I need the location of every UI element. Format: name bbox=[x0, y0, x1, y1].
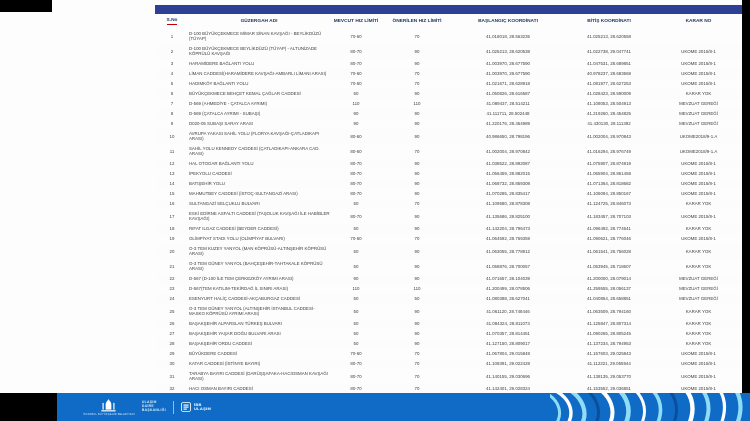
cell-proposed: 90 bbox=[414, 91, 420, 97]
cell-start: 41.080388, 28.627041 bbox=[486, 296, 530, 302]
cell-current: 90 bbox=[353, 276, 359, 282]
speed-limit-table bbox=[157, 15, 742, 394]
cell-proposed: 90 bbox=[414, 181, 420, 187]
table-row bbox=[157, 369, 742, 384]
cell-start: 41.142401, 29.028324 bbox=[486, 386, 530, 392]
cell-start: 41.067804, 29.015848 bbox=[486, 351, 530, 357]
cell-decision: UKOME 2015/8-1 bbox=[681, 351, 716, 357]
cell-end: 41.028423, 28.590009 bbox=[587, 91, 631, 97]
table-row bbox=[157, 294, 742, 304]
cell-no: 29 bbox=[169, 351, 175, 357]
cell-current: 50 bbox=[353, 91, 359, 97]
header-route-name: GÜZERGAH ADI bbox=[240, 18, 278, 24]
ibb-ulasim-logo-icon bbox=[181, 402, 191, 412]
cell-name: SAHİL YOLU KENNEDY CADDESİ (ÇATLADIKAPI-ANKARA CAD. ARASI) bbox=[189, 146, 320, 157]
cell-name: SULTANGAZİ SELÇUKLU BULVARI bbox=[189, 201, 260, 207]
cell-end: 41.153552, 29.036851 bbox=[587, 386, 631, 392]
cell-start: 41.084324, 28.811073 bbox=[486, 321, 530, 327]
cell-proposed: 90 bbox=[414, 121, 420, 127]
cell-no: 22 bbox=[169, 276, 175, 282]
cell-no: 13 bbox=[169, 171, 175, 177]
cell-current: 80-70 bbox=[350, 373, 362, 379]
cell-proposed: 70 bbox=[414, 236, 420, 242]
cell-proposed: 70 bbox=[414, 81, 420, 87]
cell-no: 9 bbox=[170, 121, 174, 127]
cell-current: 70-60 bbox=[350, 33, 362, 39]
cell-name: HAL OTOGAR BAĞLANTI YOLU bbox=[189, 161, 254, 167]
top-accent-bar bbox=[155, 5, 742, 14]
cell-decision: UKOME2018/9-1.A bbox=[679, 148, 718, 154]
cell-decision: MEVZUAT GEREĞİ bbox=[679, 121, 718, 127]
cell-start: 41.109580, 28.878308 bbox=[486, 201, 530, 207]
cell-no: 5 bbox=[170, 81, 174, 87]
cell-end: 41.430130, 28.111392 bbox=[587, 121, 631, 127]
cell-name: BAŞAKŞEHİR YAŞAR DOĞU BULVARI ARASI bbox=[189, 331, 281, 337]
department-label: ULAŞIM DAİRE BAŞKANLIĞI bbox=[141, 400, 166, 412]
cell-current: 50 bbox=[353, 201, 359, 207]
letterbox-bottom-left bbox=[0, 393, 57, 421]
table-row bbox=[157, 169, 742, 179]
cell-name: BAŞAKŞEHİR ALPARSLAN TÜRKEŞ BULVARI bbox=[189, 321, 282, 327]
cell-decision: UKOME 2015/8-1 bbox=[681, 386, 716, 392]
cell-current: 80-70 bbox=[350, 361, 362, 367]
cell-decision: KARAR YOK bbox=[685, 226, 712, 232]
cell-end: 41.081977, 28.627253 bbox=[587, 81, 631, 87]
cell-proposed: 90 bbox=[414, 133, 420, 139]
cell-start: 41.200499, 28.078506 bbox=[486, 286, 530, 292]
footer-logo-group bbox=[57, 399, 211, 416]
header-start-coordinate: BAŞLANGIÇ KOORDİNATI bbox=[478, 18, 538, 24]
cell-name: D020-05 SUBAŞI SARAY ARASI bbox=[189, 121, 254, 127]
cell-current: 50 bbox=[353, 248, 359, 254]
cell-end: 41.016294, 28.976749 bbox=[587, 148, 631, 154]
cell-end: 41.022738, 29.047741 bbox=[587, 48, 631, 54]
cell-name: HACI OSMAN BAYIRI CADDESİ bbox=[189, 386, 253, 392]
cell-no: 26 bbox=[169, 321, 175, 327]
cell-decision: KARAR YOK bbox=[685, 248, 712, 254]
cell-proposed: 70 bbox=[414, 33, 420, 39]
cell-current: 90 bbox=[353, 121, 359, 127]
cell-proposed: 110 bbox=[413, 286, 421, 292]
cell-end: 41.112321, 29.055944 bbox=[587, 361, 631, 367]
cell-end: 41.200000, 28.079014 bbox=[587, 276, 631, 282]
cell-proposed: 90 bbox=[414, 226, 420, 232]
cell-proposed: 90 bbox=[414, 213, 420, 219]
cell-decision: UKOME 2015/8-1 bbox=[681, 191, 716, 197]
table-row bbox=[157, 339, 742, 349]
cell-proposed: 90 bbox=[414, 248, 420, 254]
cell-name: BÜYÜKÇEKMECE BEHÇET KEMAL ÇAĞLAR CADDESİ bbox=[189, 91, 301, 97]
ibb-municipality-logo-icon bbox=[101, 399, 116, 412]
cell-current: 70-60 bbox=[350, 236, 362, 242]
cell-proposed: 90 bbox=[414, 48, 420, 54]
cell-no: 3 bbox=[170, 61, 174, 67]
cell-proposed: 90 bbox=[414, 331, 420, 337]
cell-name: AVRUPA YAKASI SAHİL YOLU (FLORYA KAVŞAĞI-ÇATLADIKAPI ARASI) bbox=[189, 131, 320, 142]
table-row bbox=[157, 189, 742, 199]
cell-end: 41.090621, 28.776046 bbox=[587, 236, 631, 242]
cell-start: 41.070285, 28.835417 bbox=[486, 191, 530, 197]
cell-decision: MEVZUAT GEREĞİ bbox=[679, 296, 718, 302]
cell-name: O-3 TEM GÜNEY YANYOL (BAHÇEŞEHİR-TAHTAKALE KÖPRÜSÜ ARASI) bbox=[189, 261, 323, 272]
table-row bbox=[157, 159, 742, 169]
table-row bbox=[157, 79, 742, 89]
cell-current: 70-60 bbox=[350, 351, 362, 357]
cell-start: 41.002004, 28.970842 bbox=[486, 148, 530, 154]
cell-name: D-100 BÜYÜKÇEKMECE BEYLİKDÜZÜ (TÜYAP) - ALTUNİZADE KÖPRÜLÜ KAVŞAĞI bbox=[189, 46, 317, 57]
cell-current: 80-70 bbox=[350, 48, 362, 54]
cell-no: 31 bbox=[169, 373, 175, 379]
cell-proposed: 70 bbox=[414, 351, 420, 357]
cell-start: 41.127150, 28.809017 bbox=[486, 341, 530, 347]
cell-decision: KARAR YOK bbox=[685, 263, 712, 269]
cell-end: 41.075907, 28.874919 bbox=[587, 161, 631, 167]
cell-start: 41.056459, 28.882015 bbox=[486, 171, 530, 177]
cell-current: 90 bbox=[353, 111, 359, 117]
cell-name: RIFAT ILGAZ CADDESİ (BEYDER CADDESİ) bbox=[189, 226, 279, 232]
cell-proposed: 90 bbox=[414, 171, 420, 177]
cell-decision: UKOME 2015/8-1 bbox=[681, 236, 716, 242]
footer-bar bbox=[57, 393, 750, 421]
cell-start: 41.061120, 28.748446 bbox=[486, 308, 530, 314]
cell-start: 41.140155, 29.030696 bbox=[486, 373, 530, 379]
cell-end: 41.053945, 28.718607 bbox=[587, 263, 631, 269]
cell-proposed: 90 bbox=[414, 263, 420, 269]
cell-proposed: 50 bbox=[414, 296, 420, 302]
cell-proposed: 110 bbox=[413, 101, 421, 107]
ibb-ulasim-brand bbox=[181, 402, 211, 412]
cell-name: MAHMUTBEY CADDESİ (İSTOÇ-SULTANGAZİ ARASI) bbox=[189, 191, 298, 197]
cell-name: ESKİ EDİRNE ASFALTI CADDESİ (TAŞOLUK KAVŞAĞI İLE HABİBLER KAVŞAĞI) bbox=[189, 211, 330, 222]
cell-start: 41.003970, 28.677590 bbox=[486, 61, 530, 67]
table-row bbox=[157, 69, 742, 79]
table-row bbox=[157, 89, 742, 99]
cell-current: 80-70 bbox=[350, 161, 362, 167]
letterbox-right-edge bbox=[742, 0, 750, 393]
header-current-limit: MEVCUT HIZ LİMİTİ bbox=[333, 18, 379, 24]
header-end-coordinate: BİTİŞ KOORDİNATI bbox=[587, 18, 631, 24]
table-row bbox=[157, 99, 742, 109]
cell-decision: UKOME 2015/8-1 bbox=[681, 61, 716, 67]
table-row bbox=[157, 224, 742, 234]
cell-current: 70-60 bbox=[350, 71, 362, 77]
cell-start: 41.050826, 28.616587 bbox=[486, 91, 530, 97]
cell-proposed: 70 bbox=[414, 71, 420, 77]
cell-no: 19 bbox=[169, 236, 175, 242]
table-row bbox=[157, 234, 742, 244]
cell-no: 21 bbox=[169, 263, 175, 269]
table-row bbox=[157, 244, 742, 259]
cell-name: KATAR CADDESİ (İSTİNYE BAYIRI) bbox=[189, 361, 261, 367]
cell-no: 23 bbox=[169, 286, 175, 292]
wave-pattern-decoration bbox=[550, 393, 750, 421]
cell-start: 41.068732, 28.859308 bbox=[486, 181, 530, 187]
cell-decision: UKOME 2015/8-1 bbox=[681, 373, 716, 379]
cell-decision: UKOME 2015/8-1 bbox=[681, 361, 716, 367]
cell-decision: UKOME2018/9-1.A bbox=[679, 133, 718, 139]
footer-divider bbox=[173, 401, 174, 414]
letterbox-top-left bbox=[0, 0, 52, 12]
cell-no: 8 bbox=[170, 111, 174, 117]
cell-name: HADIMKÖY BAĞLANTI YOLU bbox=[189, 81, 249, 87]
cell-start: 41.003970, 28.677590 bbox=[486, 71, 530, 77]
ibb-logo-block bbox=[83, 399, 135, 416]
cell-end: 40.978237, 28.683568 bbox=[587, 71, 631, 77]
cell-current: 80-70 bbox=[350, 171, 362, 177]
cell-start: 40.986650, 28.798196 bbox=[486, 133, 530, 139]
cell-end: 41.137234, 28.794953 bbox=[587, 341, 631, 347]
table-row bbox=[157, 179, 742, 189]
cell-name: HARAMİDERE BAĞLANTI YOLU bbox=[189, 61, 255, 67]
cell-proposed: 70 bbox=[414, 361, 420, 367]
cell-no: 4 bbox=[170, 71, 174, 77]
cell-end: 41.259555, 28.056137 bbox=[587, 286, 631, 292]
cell-no: 15 bbox=[169, 191, 175, 197]
speed-limit-table-container bbox=[157, 15, 742, 394]
cell-name: D-569 (AHMEDİYE - ÇATALCA AYRIMI) bbox=[189, 101, 268, 107]
cell-decision: UKOME 2015/8-1 bbox=[681, 71, 716, 77]
cell-current: 50 bbox=[353, 341, 359, 347]
cell-proposed: 70 bbox=[414, 373, 420, 379]
cell-name: LİMAN CADDESİ(HARAMİDERE KAVŞAĞI-AMBARLI LİMANI ARASI) bbox=[189, 71, 327, 77]
cell-current: 80-70 bbox=[350, 61, 362, 67]
cell-current: 50 bbox=[353, 263, 359, 269]
cell-no: 1 bbox=[170, 33, 174, 39]
cell-no: 17 bbox=[169, 213, 175, 219]
cell-end: 41.157603, 29.025843 bbox=[587, 351, 631, 357]
cell-no: 12 bbox=[169, 161, 175, 167]
cell-name: D-567 (D-100 İLE TEM ÇERKEZKÖY AYRIMI ARASI) bbox=[189, 276, 294, 282]
cell-end: 41.138135, 29.053770 bbox=[587, 373, 631, 379]
cell-start: 41.063055, 28.778912 bbox=[486, 248, 530, 254]
cell-no: 14 bbox=[169, 181, 175, 187]
table-row bbox=[157, 284, 742, 294]
cell-decision: KARAR YOK bbox=[685, 201, 712, 207]
cell-end: 41.183457, 28.707103 bbox=[587, 213, 631, 219]
cell-decision: MEVZUAT GEREĞİ bbox=[679, 276, 718, 282]
cell-proposed: 90 bbox=[414, 276, 420, 282]
cell-no: 30 bbox=[169, 361, 175, 367]
table-row bbox=[157, 304, 742, 319]
table-row bbox=[157, 109, 742, 119]
cell-decision: UKOME 2015/8-1 bbox=[681, 213, 716, 219]
cell-start: 41.089437, 28.514211 bbox=[486, 101, 530, 107]
cell-name: İPEKYOLU CADDESİ bbox=[189, 171, 232, 177]
cell-name: BÜYÜKDERE CADDESİ bbox=[189, 351, 238, 357]
cell-no: 6 bbox=[170, 91, 174, 97]
cell-end: 41.025213, 28.620558 bbox=[587, 33, 631, 39]
cell-start: 41.111711, 28.502448 bbox=[486, 111, 530, 117]
cell-start: 41.071657, 28.104039 bbox=[486, 276, 530, 282]
cell-name: TARABYA BAYIRI CADDESİ (DARÜŞŞAFAKA-HACIOSMAN KAVŞAĞI ARASI) bbox=[189, 371, 328, 382]
cell-decision: UKOME 2015/8-1 bbox=[681, 48, 716, 54]
cell-current: 110 bbox=[352, 101, 360, 107]
cell-start: 41.220176, 28.454989 bbox=[486, 121, 530, 127]
table-row bbox=[157, 274, 742, 284]
cell-end: 41.061541, 28.756028 bbox=[587, 248, 631, 254]
cell-name: D-100 BÜYÜKÇEKMECE MİMAR SİNAN KAVŞAĞI - BEYLİKDÜZÜ (TÜYAP) bbox=[189, 31, 322, 42]
cell-start: 41.142204, 28.796473 bbox=[486, 226, 530, 232]
cell-proposed: 90 bbox=[414, 161, 420, 167]
table-row bbox=[157, 199, 742, 209]
cell-decision: KARAR YOK bbox=[685, 321, 712, 327]
cell-start: 41.058876, 28.700057 bbox=[486, 263, 530, 269]
cell-start: 41.108391, 29.022428 bbox=[486, 361, 530, 367]
cell-current: 50 bbox=[353, 226, 359, 232]
header-decision-no: KARAR NO bbox=[685, 18, 712, 24]
cell-proposed: 90 bbox=[414, 321, 420, 327]
cell-no: 27 bbox=[169, 331, 175, 337]
cell-current: 70-60 bbox=[350, 81, 362, 87]
cell-no: 10 bbox=[169, 133, 175, 139]
cell-proposed: 90 bbox=[414, 308, 420, 314]
cell-current: 110 bbox=[352, 286, 360, 292]
cell-decision bbox=[655, 29, 742, 44]
cell-current: 50 bbox=[353, 308, 359, 314]
table-row bbox=[157, 329, 742, 339]
cell-start: 41.038522, 28.892087 bbox=[486, 161, 530, 167]
cell-current: 50 bbox=[353, 296, 359, 302]
cell-current: 80-70 bbox=[350, 386, 362, 392]
cell-decision: MEVZUAT GEREĞİ bbox=[679, 101, 718, 107]
cell-end: 41.219260, 28.454825 bbox=[587, 111, 631, 117]
cell-name: D-567(TEM KATILIM-TEKİRDAĞ İL SINIRI ARASI) bbox=[189, 286, 289, 292]
cell-start: 41.018018, 28.563235 bbox=[486, 33, 530, 39]
cell-start: 41.064592, 28.769359 bbox=[486, 236, 530, 242]
table-row bbox=[157, 129, 742, 144]
table-row bbox=[157, 144, 742, 159]
table-row bbox=[157, 349, 742, 359]
cell-start: 41.070357, 28.814451 bbox=[486, 331, 530, 337]
cell-no: 20 bbox=[169, 248, 175, 254]
table-row bbox=[157, 209, 742, 224]
cell-end: 41.106094, 28.850167 bbox=[587, 191, 631, 197]
brand-label: İBB ULAŞIM bbox=[193, 401, 212, 411]
cell-name: BAŞAKŞEHİR ORDU CADDESİ bbox=[189, 341, 252, 347]
cell-decision: KARAR YOK bbox=[685, 331, 712, 337]
cell-decision: UKOME 2015/8-1 bbox=[681, 81, 716, 87]
table-header bbox=[157, 15, 742, 29]
cell-proposed: 70 bbox=[414, 386, 420, 392]
cell-no: 11 bbox=[169, 148, 175, 154]
cell-name: ESENYURT HALİÇ CADDESİ-AKÇABURGAZ CADDESİ bbox=[189, 296, 301, 302]
cell-current: 80-70 bbox=[350, 191, 362, 197]
cell-end: 41.040854, 28.658851 bbox=[587, 296, 631, 302]
table-row bbox=[157, 119, 742, 129]
cell-end: 41.002004, 28.970843 bbox=[587, 133, 631, 139]
cell-decision: MEVZUAT GEREĞİ bbox=[679, 111, 718, 117]
cell-no: 7 bbox=[170, 101, 174, 107]
cell-proposed: 90 bbox=[414, 111, 420, 117]
cell-end: 41.065904, 28.861458 bbox=[587, 171, 631, 177]
cell-name: O-3 TEM KUZEY YANYOL (MAN KÖPRÜSÜ-ALTINŞEHİR KÖPRÜSÜ ARASI) bbox=[189, 246, 327, 257]
cell-no: 16 bbox=[169, 201, 175, 207]
cell-name: O-3 TEM GÜNEY YANYOL (ALTINŞEHİR İSTANBUL CADDESİ-MASKO KÖPRÜSÜ AYRIMI ARASI) bbox=[189, 306, 315, 317]
cell-no: 32 bbox=[169, 386, 175, 392]
cell-end: 41.047531, 28.689851 bbox=[587, 61, 631, 67]
cell-decision: UKOME 2015/8-1 bbox=[681, 171, 716, 177]
cell-decision: KARAR YOK bbox=[685, 341, 712, 347]
header-sno: S.No bbox=[166, 18, 178, 23]
cell-name: OLİMPİYAT STADI YOLU (OLİMPİYAT BULVARI) bbox=[189, 236, 285, 242]
cell-current: 80-60 bbox=[350, 133, 362, 139]
ibb-logo-caption: İSTANBUL BÜYÜKŞEHİR BELEDİYESİ bbox=[83, 412, 135, 416]
cell-no: 25 bbox=[169, 308, 175, 314]
cell-end: 41.124725, 28.846073 bbox=[587, 201, 631, 207]
table-row bbox=[157, 29, 742, 44]
cell-decision: UKOME 2015/8-1 bbox=[681, 161, 716, 167]
table-row bbox=[157, 319, 742, 329]
cell-proposed: 70 bbox=[414, 148, 420, 154]
cell-start: 41.025213, 28.620538 bbox=[486, 48, 530, 54]
header-proposed-limit: ÖNERİLEN HIZ LİMİTİ bbox=[392, 18, 442, 24]
cell-name: D-569 (ÇATALCA AYRIMI - SUBAŞI) bbox=[189, 111, 261, 117]
cell-current: 80-70 bbox=[350, 181, 362, 187]
table-row bbox=[157, 44, 742, 59]
cell-no: 18 bbox=[169, 226, 175, 232]
cell-proposed: 90 bbox=[414, 341, 420, 347]
cell-end: 41.071364, 28.818682 bbox=[587, 181, 631, 187]
table-body bbox=[157, 29, 742, 394]
table-row bbox=[157, 359, 742, 369]
cell-no: 2 bbox=[170, 48, 174, 54]
cell-decision: MEVZUAT GEREĞİ bbox=[679, 286, 718, 292]
table-row bbox=[157, 59, 742, 69]
cell-decision: UKOME 2015/8-1 bbox=[681, 181, 716, 187]
table-row bbox=[157, 259, 742, 274]
cell-end: 41.125847, 28.807314 bbox=[587, 321, 631, 327]
cell-end: 41.108053, 28.504913 bbox=[587, 101, 631, 107]
cell-start: 41.135686, 28.825100 bbox=[486, 213, 530, 219]
cell-current: 50 bbox=[353, 321, 359, 327]
cell-no: 28 bbox=[169, 341, 175, 347]
cell-current: 80-60 bbox=[350, 148, 362, 154]
cell-current: 50 bbox=[353, 331, 359, 337]
cell-current: 80-70 bbox=[350, 213, 362, 219]
cell-end: 41.090265, 28.805245 bbox=[587, 331, 631, 337]
cell-end: 41.096492, 28.774641 bbox=[587, 226, 631, 232]
cell-proposed: 90 bbox=[414, 191, 420, 197]
cell-proposed: 90 bbox=[414, 61, 420, 67]
cell-decision: KARAR YOK bbox=[685, 91, 712, 97]
cell-decision: KARAR YOK bbox=[685, 308, 712, 314]
cell-name: BATIŞEHİR YOLU bbox=[189, 181, 225, 187]
cell-end: 41.063509, 28.794160 bbox=[587, 308, 631, 314]
cell-proposed: 70 bbox=[414, 201, 420, 207]
cell-start: 41.021671, 28.628918 bbox=[486, 81, 530, 87]
cell-no: 24 bbox=[169, 296, 175, 302]
